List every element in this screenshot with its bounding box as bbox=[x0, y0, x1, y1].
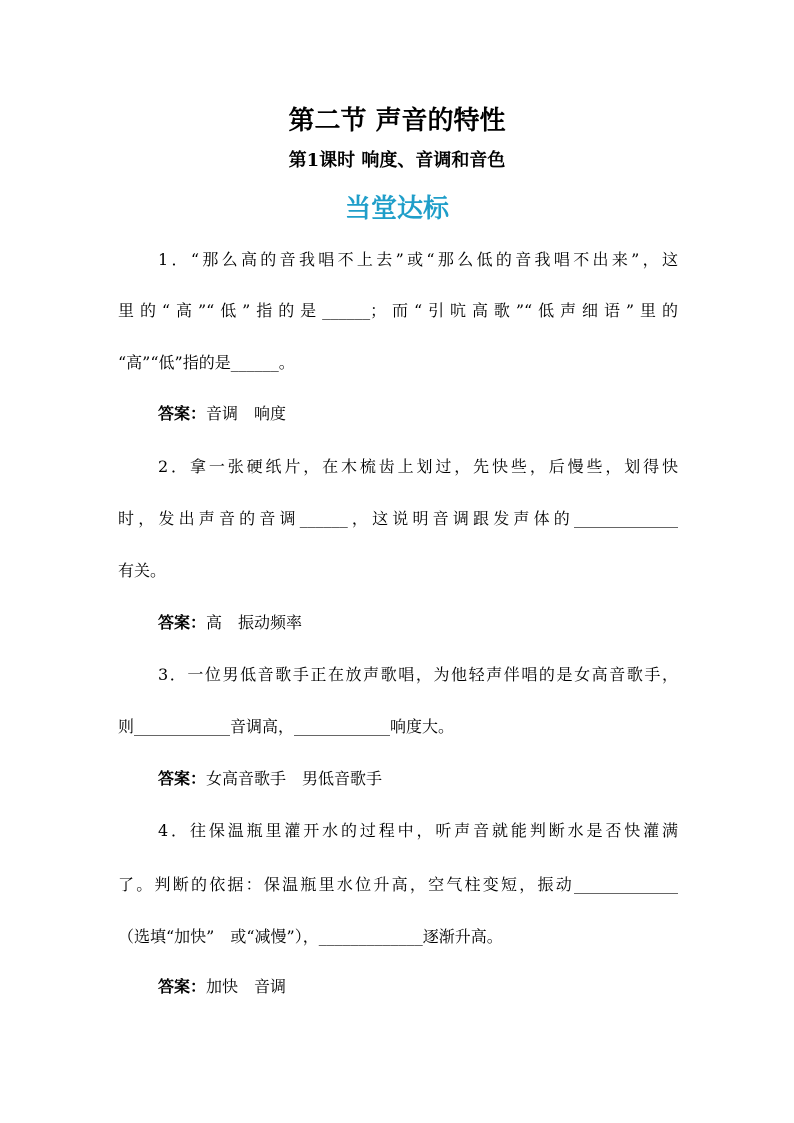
question-3-line-1: 3．一位男低音歌手正在放声歌唱，为他轻声伴唱的是女高音歌手， bbox=[158, 665, 678, 684]
answer-label: 答案： bbox=[158, 613, 207, 632]
answer-text: 音调 响度 bbox=[206, 404, 287, 423]
section-banner: 当堂达标 bbox=[344, 194, 449, 224]
question-2-line-3: 有关。 bbox=[118, 561, 167, 580]
question-1-line-3: “高”“低”指的是______。 bbox=[118, 353, 295, 372]
answer-text: 高 振动频率 bbox=[206, 613, 303, 632]
lesson-title: 第1课时 响度、音调和音色 bbox=[288, 150, 506, 171]
answer-text: 女高音歌手 男低音歌手 bbox=[206, 769, 383, 788]
answer-label: 答案： bbox=[158, 977, 207, 996]
question-1-answer bbox=[158, 403, 678, 425]
question-3-line-2: 则____________音调高，____________响度大。 bbox=[118, 717, 455, 736]
question-4-answer bbox=[158, 976, 678, 998]
question-4-line-2: 了。判断的依据：保温瓶里水位升高，空气柱变短，振动_____________ bbox=[118, 875, 678, 894]
answer-label: 答案： bbox=[158, 404, 207, 423]
question-2-line-1: 2．拿一张硬纸片，在木梳齿上划过，先快些，后慢些，划得快 bbox=[158, 457, 678, 476]
question-2-answer bbox=[158, 612, 678, 634]
section-title: 第二节 声音的特性 bbox=[288, 106, 506, 136]
question-4-line-1: 4．往保温瓶里灌开水的过程中，听声音就能判断水是否快灌满 bbox=[158, 821, 678, 840]
question-1-line-2: 里的“高”“低”指的是______；而“引吭高歌”“低声细语”里的 bbox=[118, 301, 678, 320]
question-3-answer bbox=[158, 768, 678, 790]
question-2-line-2: 时，发出声音的音调______，这说明音调跟发声体的_____________ bbox=[118, 509, 678, 528]
question-4-line-3: （选填“加快” 或“减慢”），_____________逐渐升高。 bbox=[118, 927, 503, 946]
answer-text: 加快 音调 bbox=[206, 977, 287, 996]
answer-label: 答案： bbox=[158, 769, 207, 788]
question-1-line-1: 1．“那么高的音我唱不上去”或“那么低的音我唱不出来”，这 bbox=[158, 250, 678, 269]
